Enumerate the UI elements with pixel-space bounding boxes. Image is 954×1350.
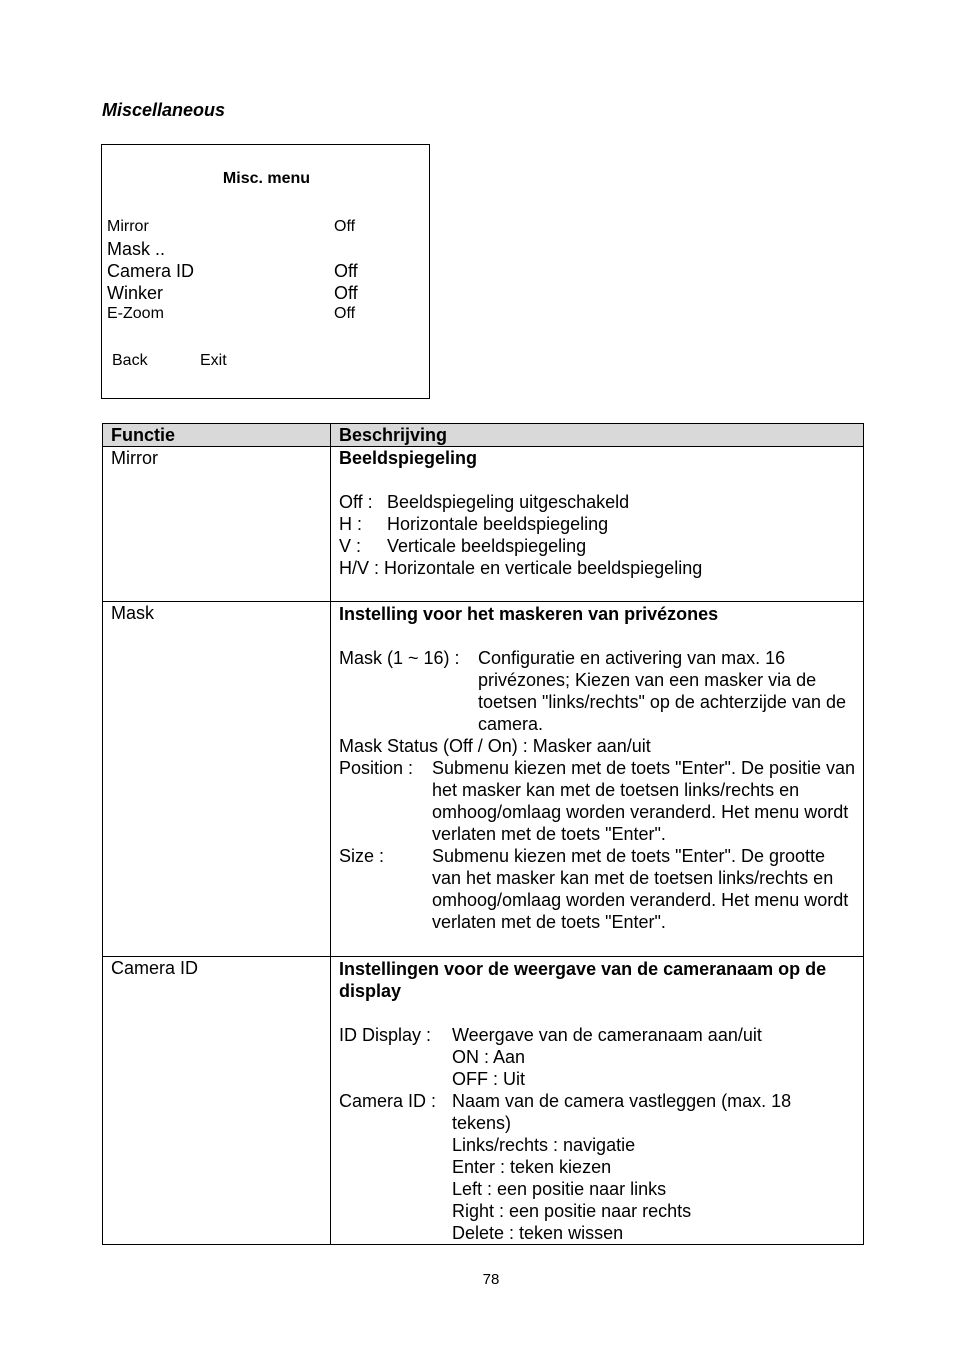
option-text: Submenu kiezen met de toets "Enter". De grootte van het masker kan met de toetsen links/rechts en omhoog/omlaag worden veranderd. Het menu wordt verlaten met de toets "Enter". xyxy=(432,846,849,932)
mask-status-line: Mask Status (Off / On) : Masker aan/uit xyxy=(339,736,651,756)
menu-back: Back xyxy=(112,352,148,369)
option-text xyxy=(452,1024,855,1090)
option-key: H/V : xyxy=(339,558,385,578)
menu-item-value: Off xyxy=(334,305,356,322)
description-heading: Instelling voor het maskeren van privézones xyxy=(339,604,719,624)
option-text: Horizontale en verticale beeldspiegeling xyxy=(384,558,703,578)
table-row xyxy=(103,957,864,1245)
option-line xyxy=(339,845,855,933)
option-text: Beeldspiegeling uitgeschakeld xyxy=(387,492,630,512)
option-key: Size : xyxy=(339,846,390,866)
option-text: Horizontale beeldspiegeling xyxy=(387,514,609,534)
option-key: Camera ID : xyxy=(339,1091,442,1111)
menu-item-label: Mask .. xyxy=(107,239,166,259)
table-row xyxy=(103,602,864,957)
option-line xyxy=(339,757,855,845)
option-key: H : xyxy=(339,514,368,534)
option-text-line: OFF : Uit xyxy=(452,1069,525,1089)
option-key: Position : xyxy=(339,758,419,778)
option-text-line: Delete : teken wissen xyxy=(452,1223,624,1243)
function-description xyxy=(331,602,864,957)
option-text: Verticale beeldspiegeling xyxy=(387,536,587,556)
menu-exit: Exit xyxy=(200,352,227,369)
option-text-line: Left : een positie naar links xyxy=(452,1179,667,1199)
option-text-line: Links/rechts : navigatie xyxy=(452,1135,636,1155)
option-key: Off : xyxy=(339,492,378,512)
misc-menu-box xyxy=(101,144,430,399)
function-description xyxy=(331,957,864,1245)
page-number: 78 xyxy=(482,1271,500,1288)
option-key: ID Display : xyxy=(339,1025,437,1045)
option-text-line: Naam van de camera vastleggen (max. 18 tekens) xyxy=(452,1091,792,1133)
option-text: Submenu kiezen met de toets "Enter". De positie van het masker kan met de toetsen links/rechts en omhoog/omlaag worden veranderd. Het menu wordt verlaten met de toets "Enter". xyxy=(432,758,856,844)
function-name: Camera ID xyxy=(103,957,331,1245)
function-table xyxy=(102,423,864,1245)
header-functie: Functie xyxy=(103,424,331,447)
table-row xyxy=(103,447,864,602)
option-text-line: Weergave van de cameranaam aan/uit xyxy=(452,1025,762,1045)
option-text-line: Right : een positie naar rechts xyxy=(452,1201,692,1221)
option-text: Configuratie en activering van max. 16 privézones; Kiezen van een masker via de toetsen "links/rechts" op de achterzijde van de camera. xyxy=(478,648,846,734)
option-line xyxy=(339,491,855,513)
menu-item-value: Off xyxy=(334,218,356,235)
header-beschrijving: Beschrijving xyxy=(331,424,864,447)
option-line xyxy=(339,1024,855,1090)
menu-title: Misc. menu xyxy=(222,170,311,187)
option-text xyxy=(452,1090,855,1244)
menu-item-value: Off xyxy=(334,261,358,281)
function-name: Mask xyxy=(103,602,331,957)
option-line xyxy=(339,1090,855,1244)
description-heading: Instellingen voor de weergave van de cameranaam op de display xyxy=(339,959,827,1001)
section-title: Miscellaneous xyxy=(102,100,226,120)
table-header-row xyxy=(103,424,864,447)
option-text-line: Enter : teken kiezen xyxy=(452,1157,612,1177)
menu-item-value: Off xyxy=(334,283,358,303)
option-line xyxy=(339,535,855,557)
menu-item-label: Winker xyxy=(107,283,164,303)
function-name: Mirror xyxy=(103,447,331,602)
menu-item-label: Camera ID xyxy=(107,261,195,281)
function-description xyxy=(331,447,864,602)
menu-item-label: Mirror xyxy=(107,218,149,235)
option-line xyxy=(339,513,855,535)
option-text-line: ON : Aan xyxy=(452,1047,526,1067)
option-key: V : xyxy=(339,536,367,556)
description-heading: Beeldspiegeling xyxy=(339,448,478,468)
option-line xyxy=(339,647,855,735)
option-line xyxy=(339,557,855,579)
menu-item-label: E-Zoom xyxy=(107,305,164,322)
option-key: Mask (1 ~ 16) : xyxy=(339,648,465,668)
